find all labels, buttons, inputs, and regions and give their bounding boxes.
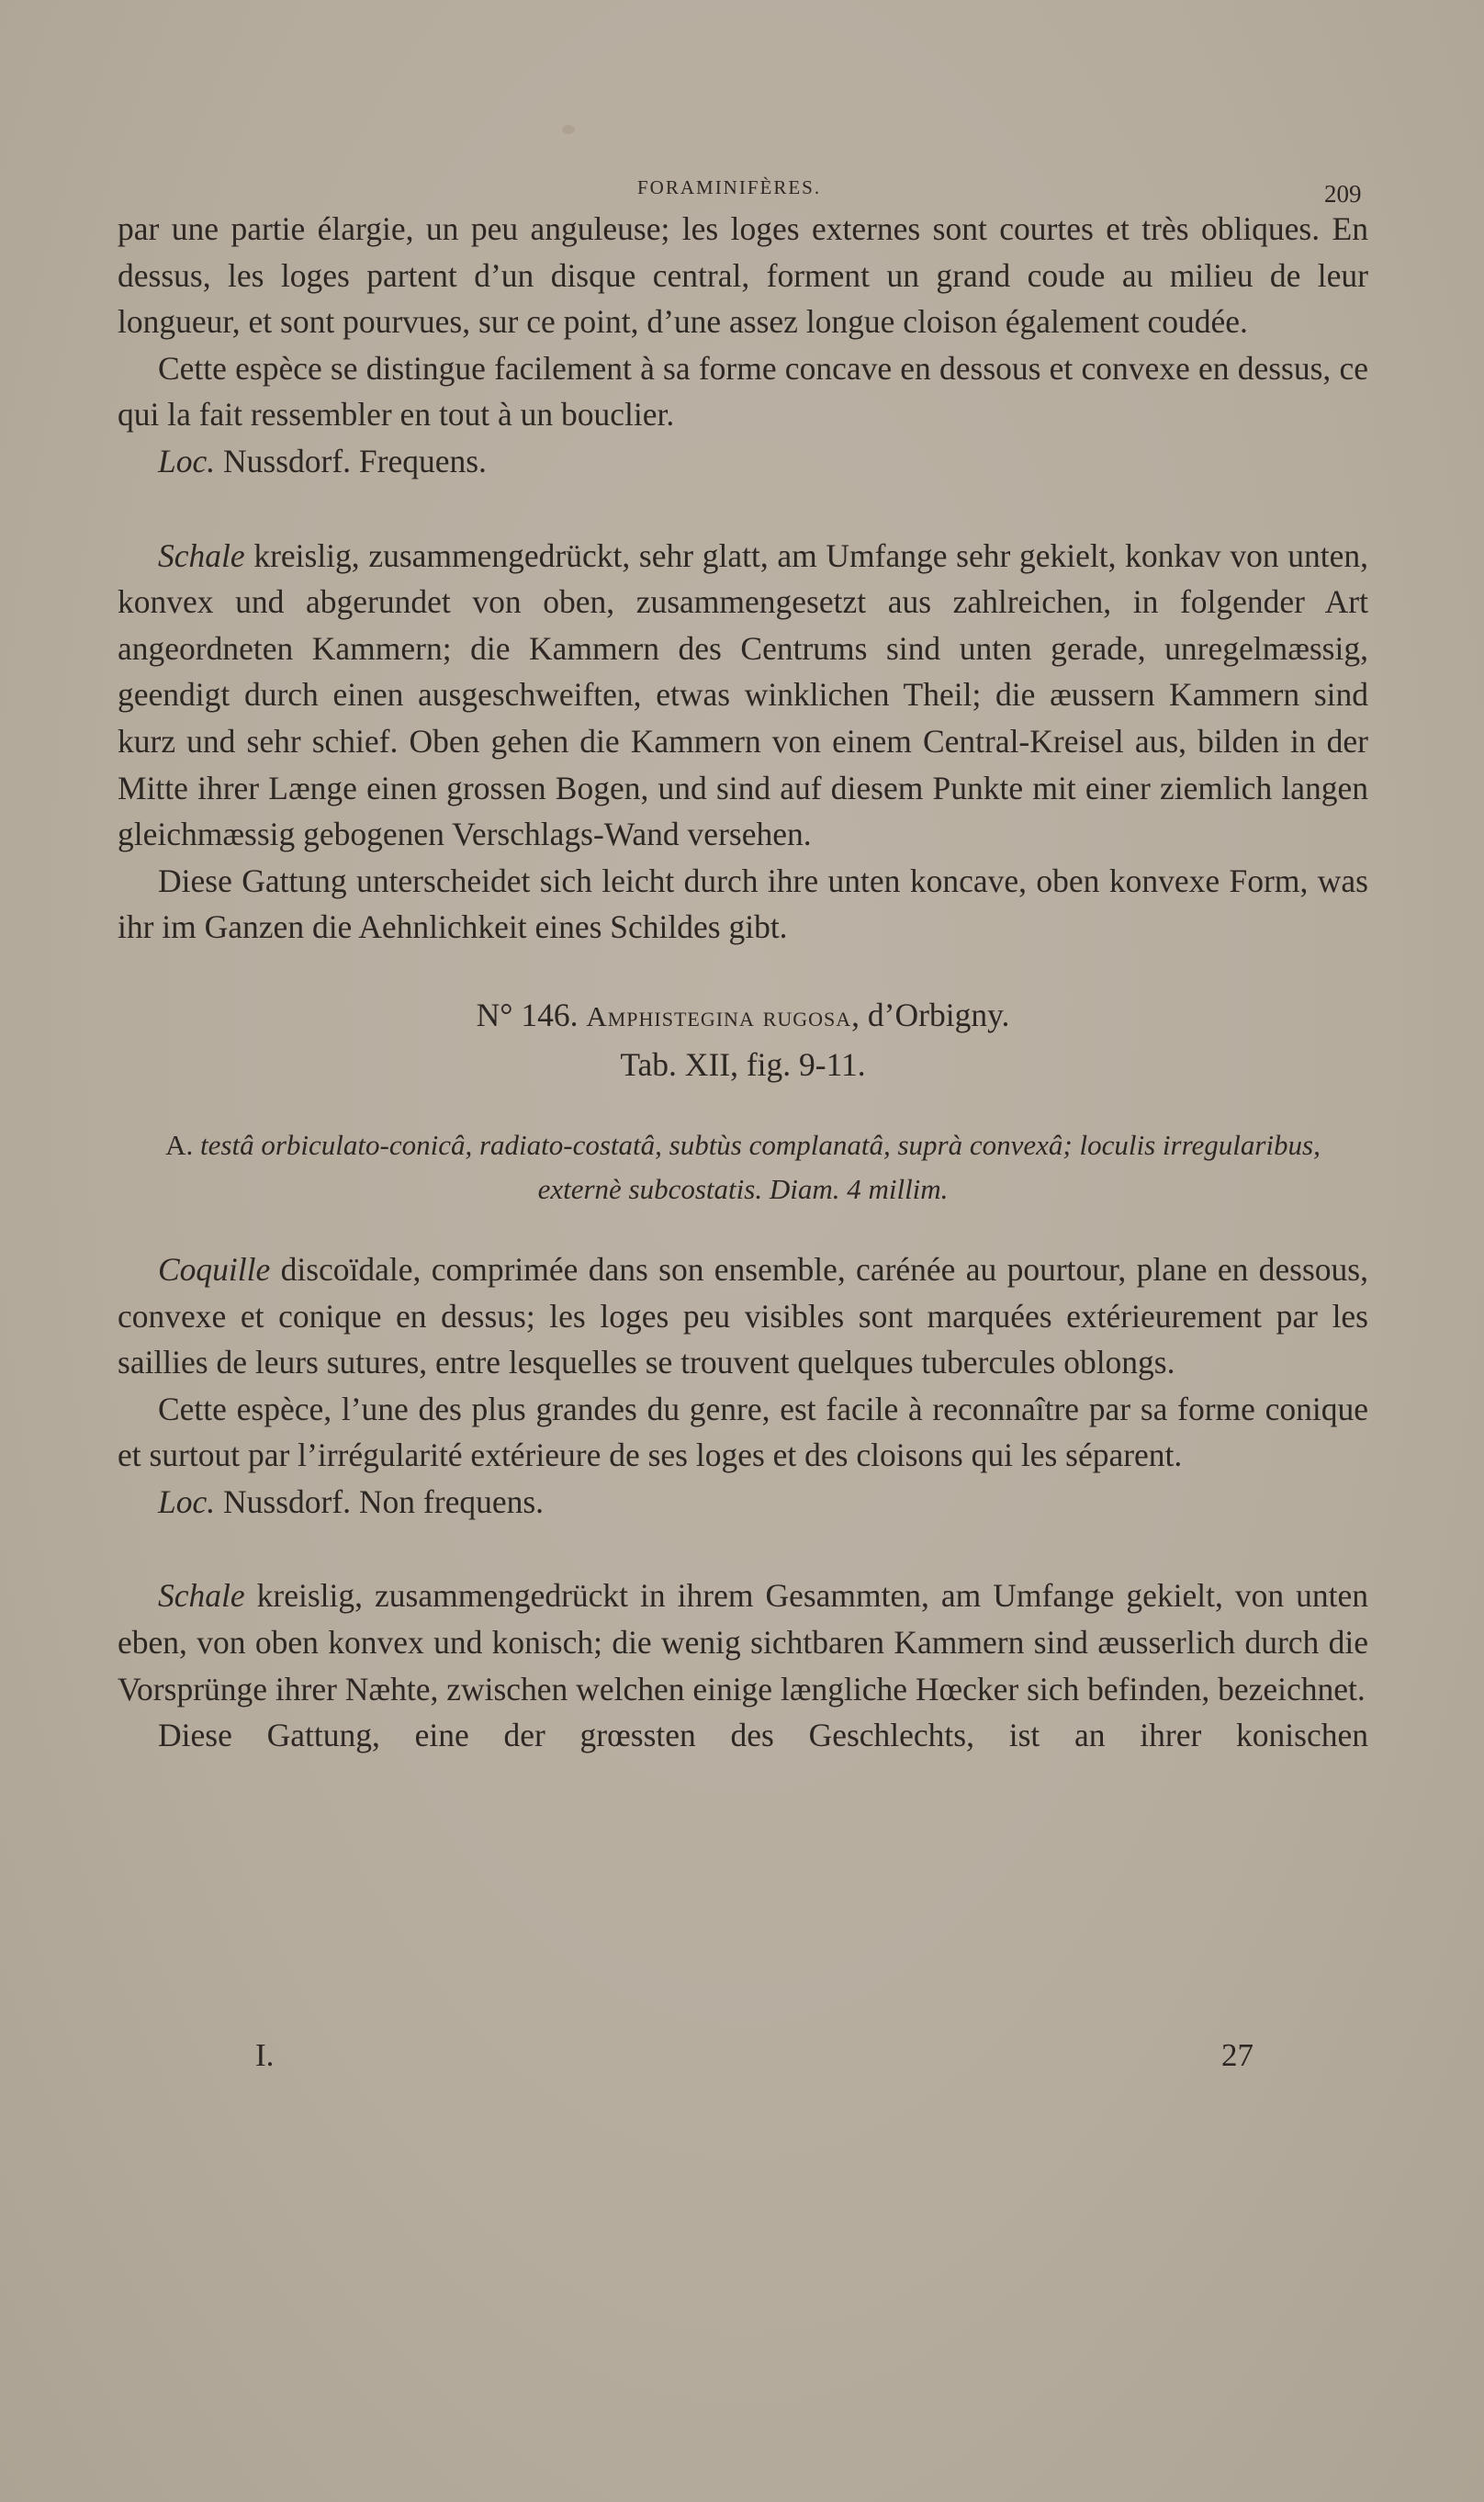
locality-label: Loc. (158, 442, 216, 479)
page-header (0, 173, 1484, 209)
paragraph-fr-continuation: par une partie élargie, un peu anguleuse; les loges externes sont courtes et très obliques. En dessus, les loges partent d’un disque central, forment un grand coude au milieu de leur longueur, et sont pourvues, sur ce point, d’une assez longue cloison également coudée. (118, 210, 1368, 341)
paragraph-de-description (118, 533, 1368, 858)
paragraph-de-remarks: Diese Gattung, eine der grœssten des Geschlechts, ist an ihrer konischen (158, 1717, 1368, 1754)
paragraph-de-description (118, 1572, 1368, 1712)
page-footer (0, 2037, 1484, 2083)
locality-text: Nussdorf. Non frequens. (215, 1482, 545, 1520)
locality-line (118, 1479, 1368, 1526)
diagnosis-text: testâ orbiculato-conicâ, radiato-costatâ, subtùs complanatâ, suprà convexâ; loculis irregularibus, externè subcostatis. Diam. 4 millim. (193, 1128, 1321, 1205)
running-head: FORAMINIFÈRES. (637, 176, 822, 198)
paragraph-de-text: kreislig, zusammengedrückt in ihrem Gesammten, am Umfange gekielt, von unten eben, von oben konvex und konisch; die wenig sichtbaren Kammern sind æusserlich durch die Vorsprünge ihrer Næhte, zwischen welchen einige længliche Hœcker sich befinden, bezeichnet. (118, 1577, 1368, 1707)
species-number: N° 146. (476, 996, 579, 1033)
page-number: 209 (1324, 180, 1362, 208)
locality-label: Loc. (158, 1482, 216, 1520)
spacer (118, 1212, 1368, 1246)
paragraph-fr-description (118, 1246, 1368, 1386)
signature-mark: I. (255, 2037, 275, 2073)
paragraph-fr-text: discoïdale, comprimée dans son ensemble, carénée au pourtour, plane en dessous, convexe et conique en dessus; les loges peu visibles sont marquées extérieurement par les saillies de leurs sutures, entre lesquelles se trouvent quelques tubercules oblongs. (118, 1250, 1368, 1381)
species-genus: Amphistegina (586, 999, 755, 1032)
paragraph-lead-word: Schale (158, 536, 245, 574)
paper-speck (562, 125, 575, 134)
paragraph-de-text: kreislig, zusammengedrückt, sehr glatt, am Umfange sehr gekielt, konkav von unten, konvex und abgerundet von oben, zusammengesetzt aus zahlreichen, in folgender Art angeordneten Kammern; die Kammern des Centrums sind unten gerade, unregelmæssig, geendigt durch einen ausgeschweiften, etwas winklichen Theil; die æussern Kammern sind kurz und sehr schief. Oben gehen die Kammern von einem Central-Kreisel aus, bilden in der Mitte ihrer Længe einen grossen Bogen, und sind auf diesem Punkte mit einer ziemlich langen gleichmæssig gebogenen Verschlags-Wand versehen. (118, 536, 1368, 853)
locality-text: Nussdorf. Frequens. (215, 442, 487, 479)
body-text (118, 206, 1368, 1759)
species-author: , d’Orbigny. (851, 996, 1010, 1033)
paragraph-lead-word: Coquille (158, 1250, 271, 1288)
sheet-number: 27 (1221, 2037, 1254, 2073)
paragraph-fr-distinction: Cette espèce se distingue facilement à sa forme concave en dessous et convexe en dessus, ce qui la fait ressembler en tout à un bouclier. (118, 349, 1368, 434)
species-epithet: rugosa (762, 999, 852, 1032)
paragraph-fr-remarks: Cette espèce, l’une des plus grandes du genre, est facile à reconnaître par sa forme conique et surtout par l’irrégularité extérieure de ses loges et des cloisons qui les séparent. (118, 1390, 1368, 1474)
diagnosis-lead: A. (165, 1128, 194, 1161)
spacer (118, 951, 1368, 986)
plate-reference: Tab. XII, fig. 9-11. (620, 1045, 866, 1083)
species-heading (118, 991, 1368, 1041)
spacer (118, 1525, 1368, 1572)
locality-line (118, 438, 1368, 485)
paragraph-lead-word: Schale (158, 1577, 245, 1615)
latin-diagnosis (121, 1123, 1365, 1212)
spacer (118, 485, 1368, 533)
spacer (118, 1088, 1368, 1123)
paragraph-de-distinction: Diese Gattung unterscheidet sich leicht durch ihre unten koncave, oben konvexe Form, was ihr im Ganzen die Aehnlichkeit eines Schildes gibt. (118, 862, 1368, 946)
